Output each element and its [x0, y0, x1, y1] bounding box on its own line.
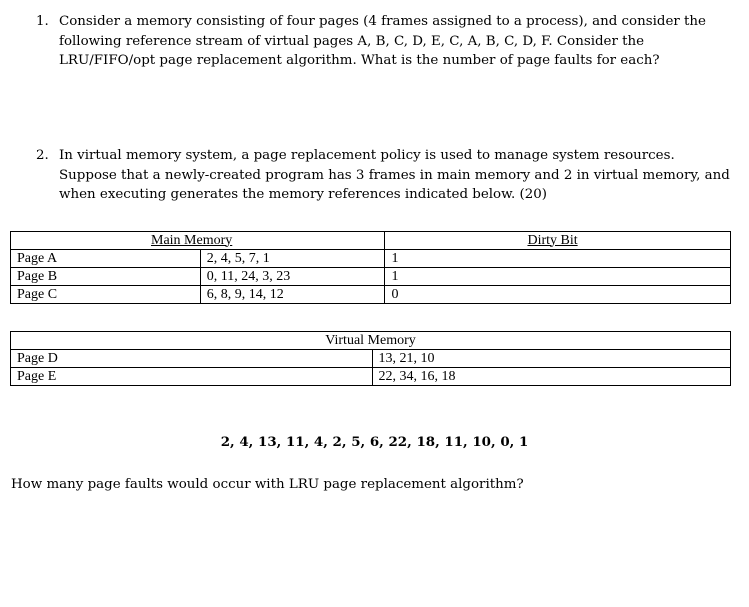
main-memory-header-row [11, 232, 731, 250]
question-2-number: 2. [36, 148, 49, 163]
dirty-bit-value: 1 [385, 268, 731, 286]
question-1-number: 1. [36, 14, 49, 29]
page-references: 13, 21, 10 [372, 350, 731, 368]
table-row [11, 250, 731, 268]
page-references: 6, 8, 9, 14, 12 [200, 286, 385, 304]
main-memory-table [10, 231, 731, 304]
page-references: 2, 4, 5, 7, 1 [200, 250, 385, 268]
table-row [11, 350, 731, 368]
question-2-text: In virtual memory system, a page replacement policy is used to manage system resources. Suppose that a newly-created program has 3 frames in main memory and 2 in virtual memory, and when executing generates the memory references indicated below. (20) [59, 148, 730, 202]
dirty-bit-header [385, 232, 731, 250]
final-question: How many page faults would occur with LRU page replacement algorithm? [11, 477, 524, 492]
question-1 [36, 12, 736, 71]
page-references: 22, 34, 16, 18 [372, 368, 731, 386]
dirty-bit-header-label: Dirty Bit [527, 232, 578, 248]
reference-sequence: 2, 4, 13, 11, 4, 2, 5, 6, 22, 18, 11, 10, 0, 1 [220, 434, 529, 450]
page-label: Page B [11, 268, 201, 286]
page-label: Page A [11, 250, 201, 268]
page-references: 0, 11, 24, 3, 23 [200, 268, 385, 286]
page-label: Page D [11, 350, 373, 368]
table-row [11, 286, 731, 304]
main-memory-header-label: Main Memory [151, 232, 233, 248]
page-label: Page C [11, 286, 201, 304]
table-row [11, 268, 731, 286]
question-1-text: Consider a memory consisting of four pages (4 frames assigned to a process), and consider the following reference stream of virtual pages A, B, C, D, E, C, A, B, C, D, F. Consider the LRU/FIFO/opt page replacement algorithm. What is the number of page faults for each? [59, 14, 706, 68]
dirty-bit-value: 0 [385, 286, 731, 304]
question-2 [36, 146, 736, 205]
virtual-memory-header: Virtual Memory [11, 332, 731, 350]
table-row [11, 368, 731, 386]
dirty-bit-value: 1 [385, 250, 731, 268]
virtual-memory-header-row [11, 332, 731, 350]
page-label: Page E [11, 368, 373, 386]
main-memory-header [11, 232, 385, 250]
virtual-memory-table [10, 331, 731, 386]
